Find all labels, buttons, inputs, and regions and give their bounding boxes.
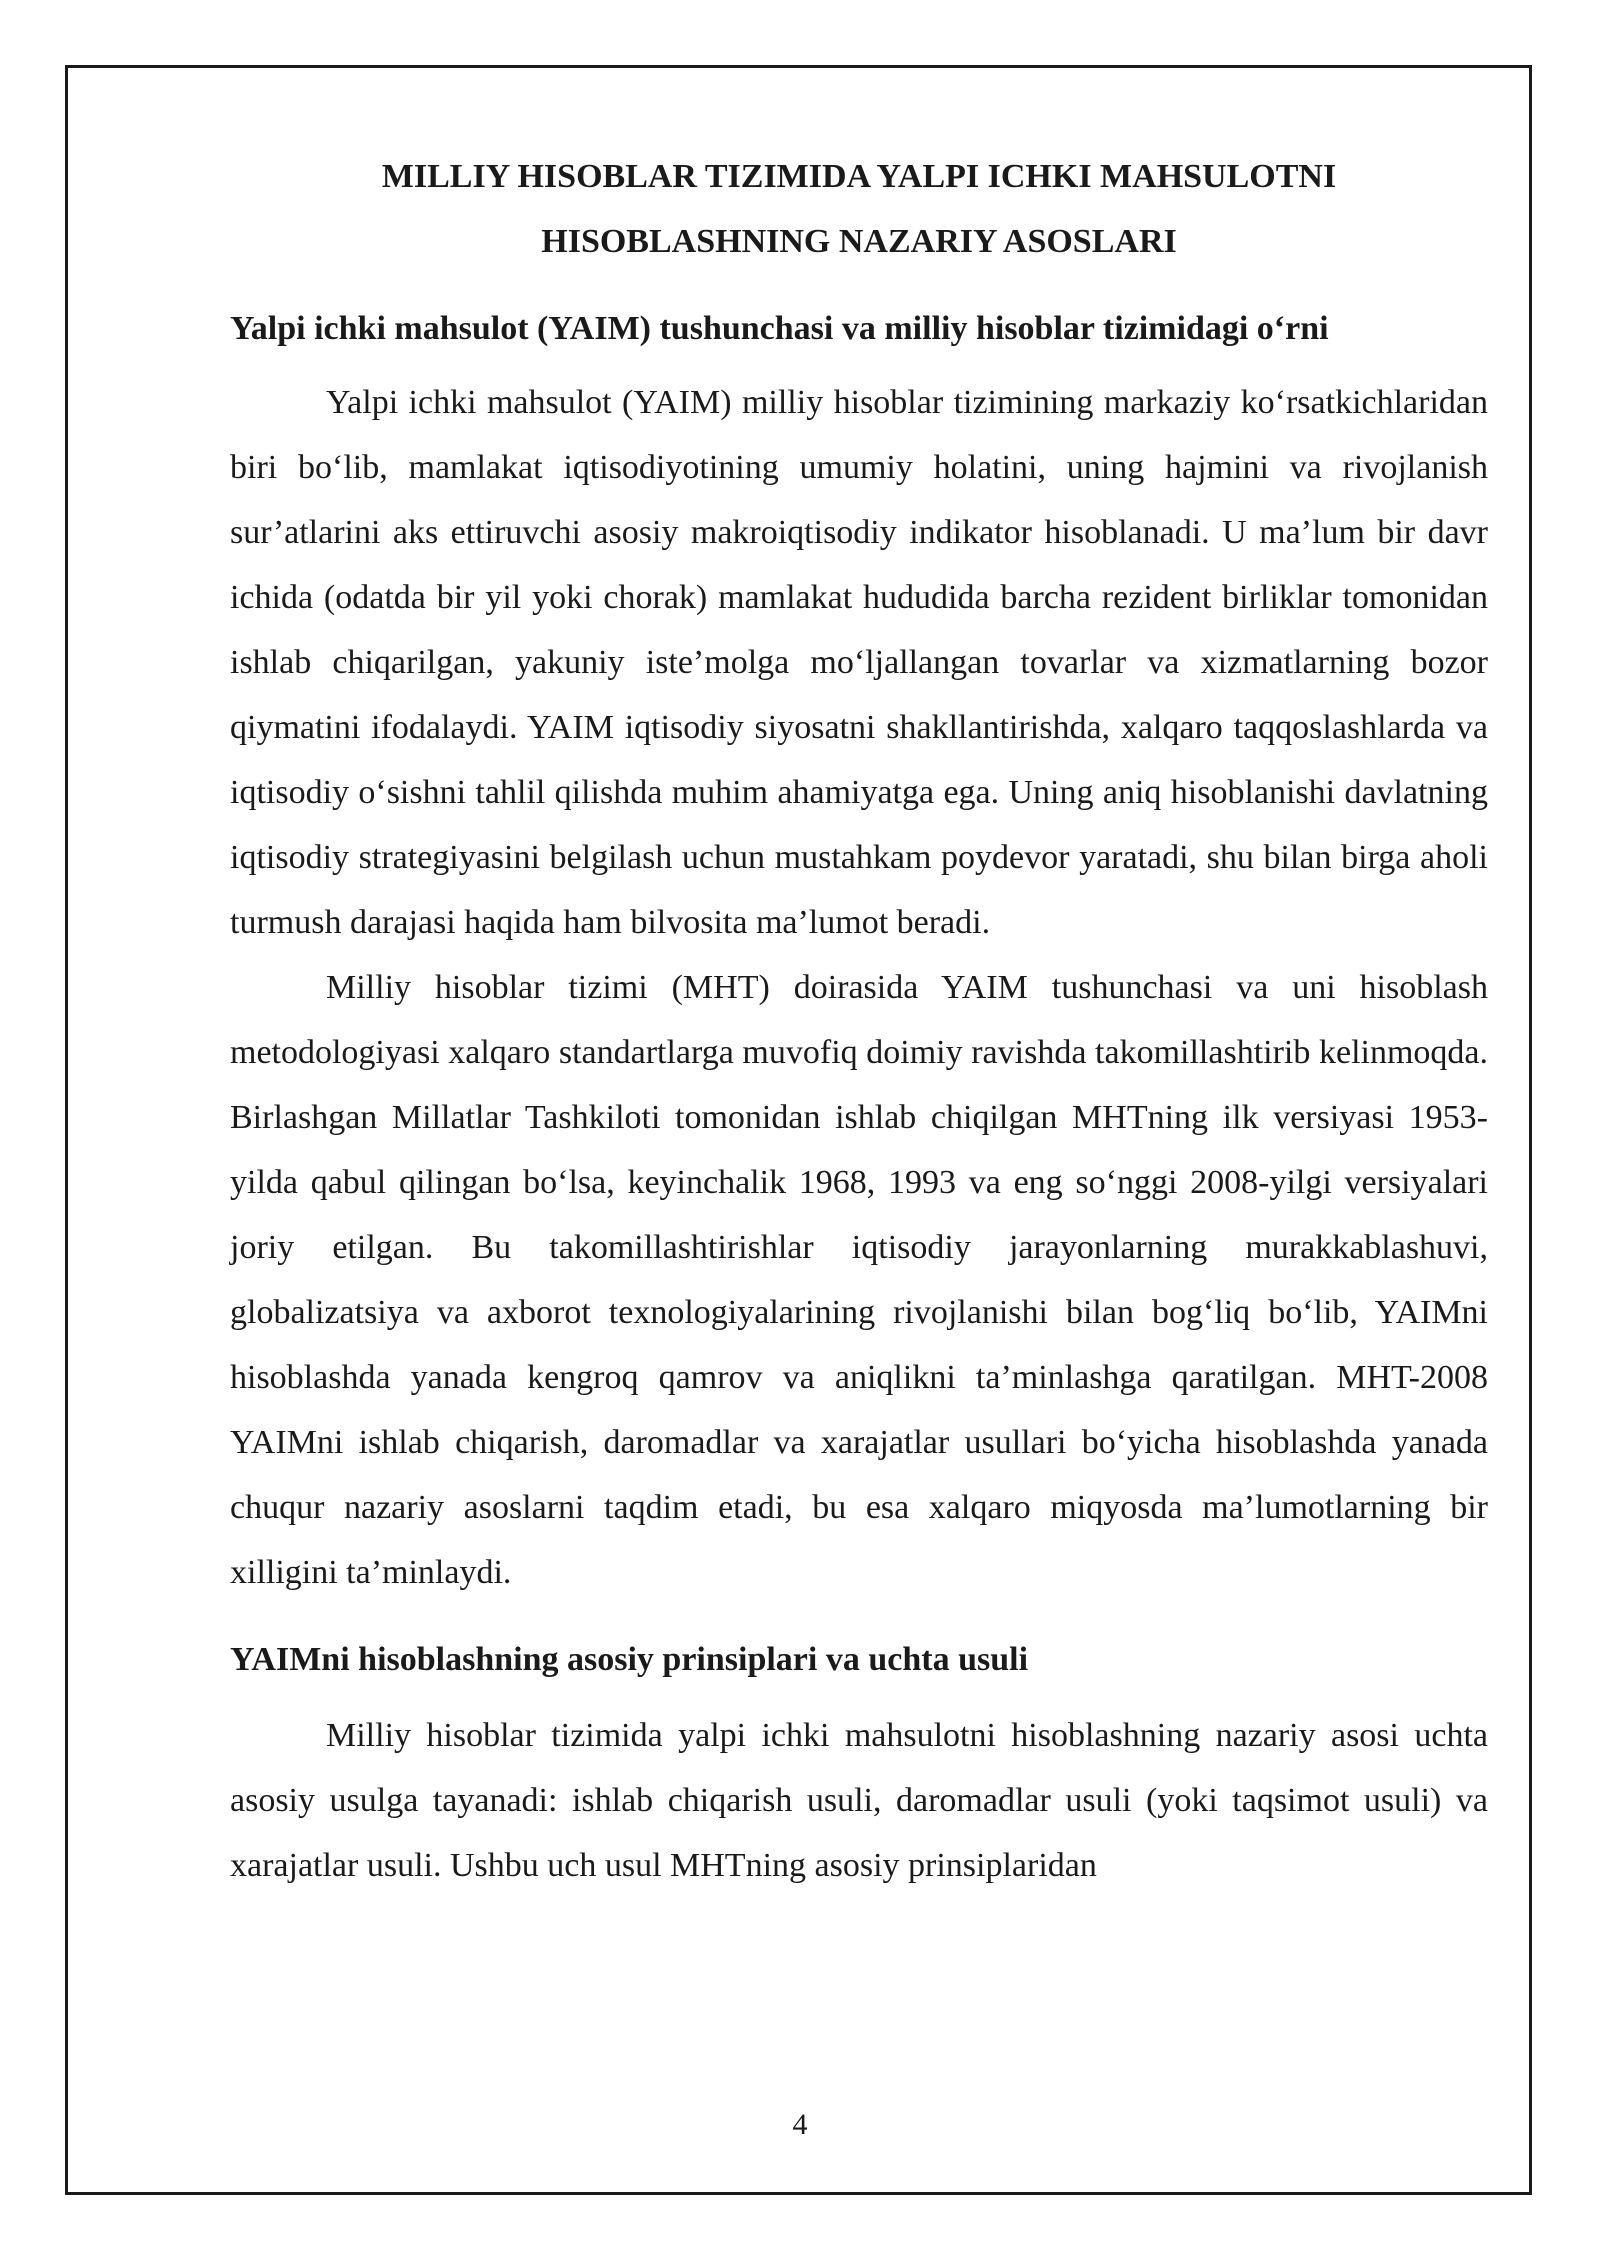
section-1-paragraph-2: Milliy hisoblar tizimi (MHT) doirasida YAIM tushunchasi va uni hisoblash metodologiyasi xalqaro standartlarga muvofiq doimiy ravishda takomillashtirib kelinmoqda. Birlashgan Millatlar Tashkiloti tomonidan ishlab chiqilgan MHTning ilk versiyasi 1953-yilda qabul qilingan bo‘lsa, keyinchalik 1968, 1993 va eng so‘nggi 2008-yilgi versiyalari joriy etilgan. Bu takomillashtirishlar iqtisodiy jarayonlarning murakkablashuvi, globalizatsiya va axborot texnologiyalarining rivojlanishi bilan bog‘liq bo‘lib, YAIMni hisoblashda yanada kengroq qamrov va aniqlikni ta’minlashga qaratilgan. MHT-2008 YAIMni ishlab chiqarish, daromadlar va xarajatlar usullari bo‘yicha hisoblashda yanada chuqur nazariy asoslarni taqdim etadi, bu esa xalqaro miqyosda ma’lumotlarning bir xilligini ta’minlaydi. xyxy=(230,969,1488,1591)
section-1-paragraph-1: Yalpi ichki mahsulot (YAIM) milliy hisoblar tizimining markaziy ko‘rsatkichlaridan biri bo‘lib, mamlakat iqtisodiyotining umumiy holatini, uning hajmini va rivojlanish sur’atlarini aks ettiruvchi asosiy makroiqtisodiy indikator hisoblanadi. U ma’lum bir davr ichida (odatda bir yil yoki chorak) mamlakat hududida barcha rezident birliklar tomonidan ishlab chiqarilgan, yakuniy iste’molga mo‘ljallangan tovarlar va xizmatlarning bozor qiymatini ifodalaydi. YAIM iqtisodiy siyosatni shakllantirishda, xalqaro taqqoslashlarda va iqtisodiy o‘sishni tahlil qilishda muhim ahamiyatga ega. Uning aniq hisoblanishi davlatning iqtisodiy strategiyasini belgilash uchun mustahkam poydevor yaratadi, shu bilan birga aholi turmush darajasi haqida ham bilvosita ma’lumot beradi. xyxy=(230,384,1488,941)
page-content xyxy=(230,144,1488,1898)
document-title-line-1: MILLIY HISOBLAR TIZIMIDA YALPI ICHKI MAHSULOTNI xyxy=(381,158,1337,195)
page-number: 4 xyxy=(792,2108,808,2141)
section-1-heading: Yalpi ichki mahsulot (YAIM) tushunchasi va milliy hisoblar tizimidagi o‘rni xyxy=(230,310,1329,347)
section-2-heading: YAIMni hisoblashning asosiy prinsiplari va uchta usuli xyxy=(230,1641,1029,1678)
document-title-line-2: HISOBLASHNING NAZARIY ASOSLARI xyxy=(541,223,1177,260)
section-2-paragraph-1: Milliy hisoblar tizimida yalpi ichki mahsulotni hisoblashning nazariy asosi uchta asosiy usulga tayanadi: ishlab chiqarish usuli, daromadlar usuli (yoki taqsimot usuli) va xarajatlar usuli. Ushbu uch usul MHTning asosiy prinsiplaridan xyxy=(230,1717,1488,1884)
